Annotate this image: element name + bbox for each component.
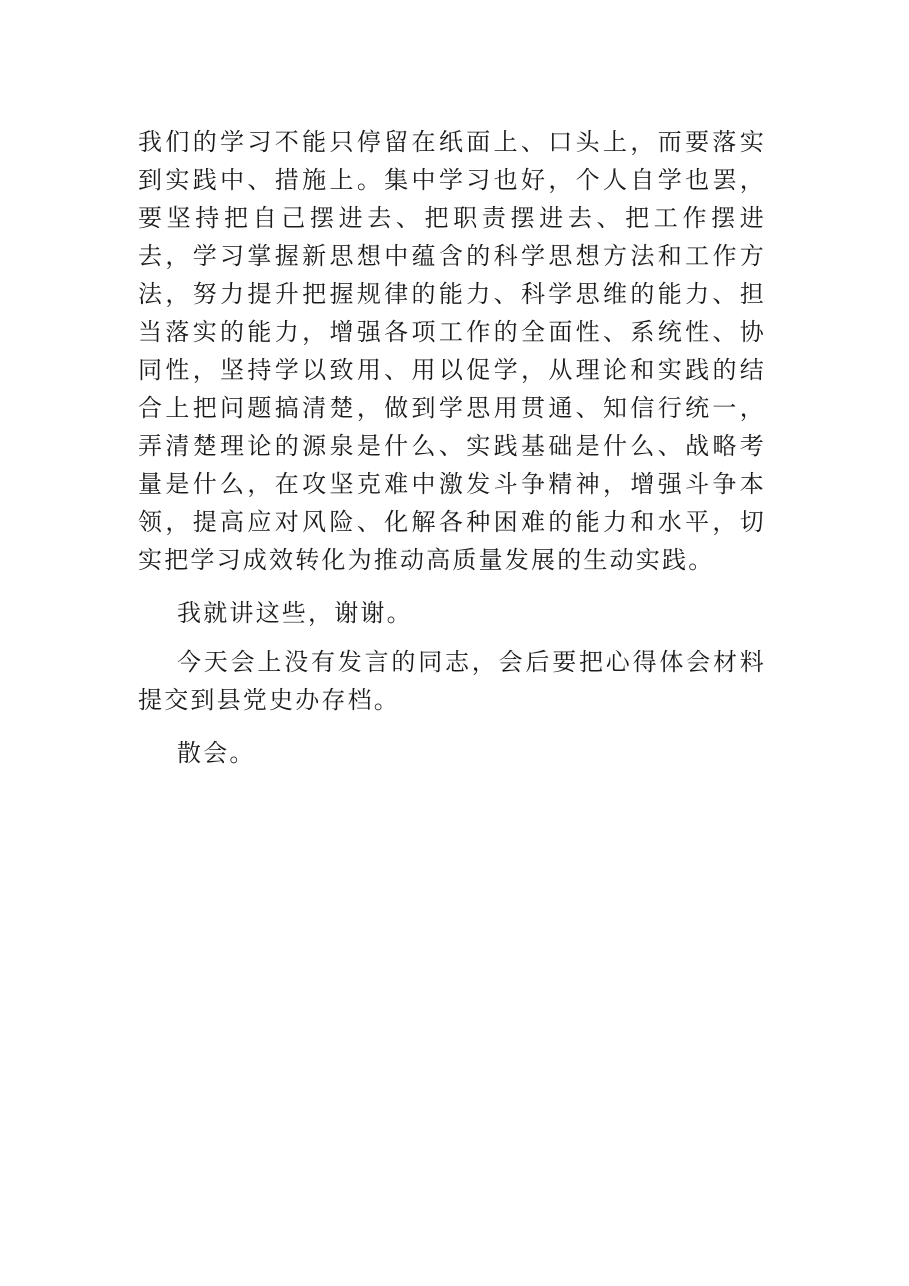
text-line: 什么、战略考量是什么，在攻坚克难中激发斗争精神，增 — [138, 432, 767, 498]
document-body — [138, 123, 766, 772]
text-line: 践中、措施上。集中学习也好，个人自学也罢，要坚持把 — [138, 166, 766, 232]
paragraph-study-practice — [138, 123, 766, 579]
text-line: 工作的全面性、系统性、协同性，坚持学以致用、用以促 — [138, 318, 767, 384]
text-line: 散会。 — [177, 739, 256, 767]
text-line: 我就讲这些，谢谢。 — [177, 599, 413, 627]
text-line: 思想中蕴含的科学思想方法和工作方法，努力提升把握规 — [138, 242, 766, 308]
text-line: 今天会上没有发言的同志，会后要把心得体会材料提交 — [138, 648, 766, 714]
text-line: 我们的学习不能只停留在纸面上、口头上，而要落实到实 — [138, 128, 766, 194]
paragraph-thanks — [138, 594, 766, 632]
text-line: 学，从理论和实践的结合上把问题搞清楚，做到学思用贯 — [138, 356, 766, 422]
text-line: 律的能力、科学思维的能力、担当落实的能力，增强各项 — [138, 280, 766, 346]
text-line: 强斗争本领，提高应对风险、化解各种困难的能力和水平， — [138, 470, 766, 536]
text-line: 到县党史办存档。 — [190, 686, 401, 714]
text-line: 自己摆进去、把职责摆进去、把工作摆进去，学习掌握新 — [138, 204, 766, 270]
paragraph-notice — [138, 643, 766, 719]
paragraph-adjourn — [138, 734, 766, 772]
text-line: 通、知信行统一，弄清楚理论的源泉是什么、实践基础是 — [138, 394, 766, 460]
text-line: 切实把学习成效转化为推动高质量发展的生动实践。 — [138, 508, 766, 574]
